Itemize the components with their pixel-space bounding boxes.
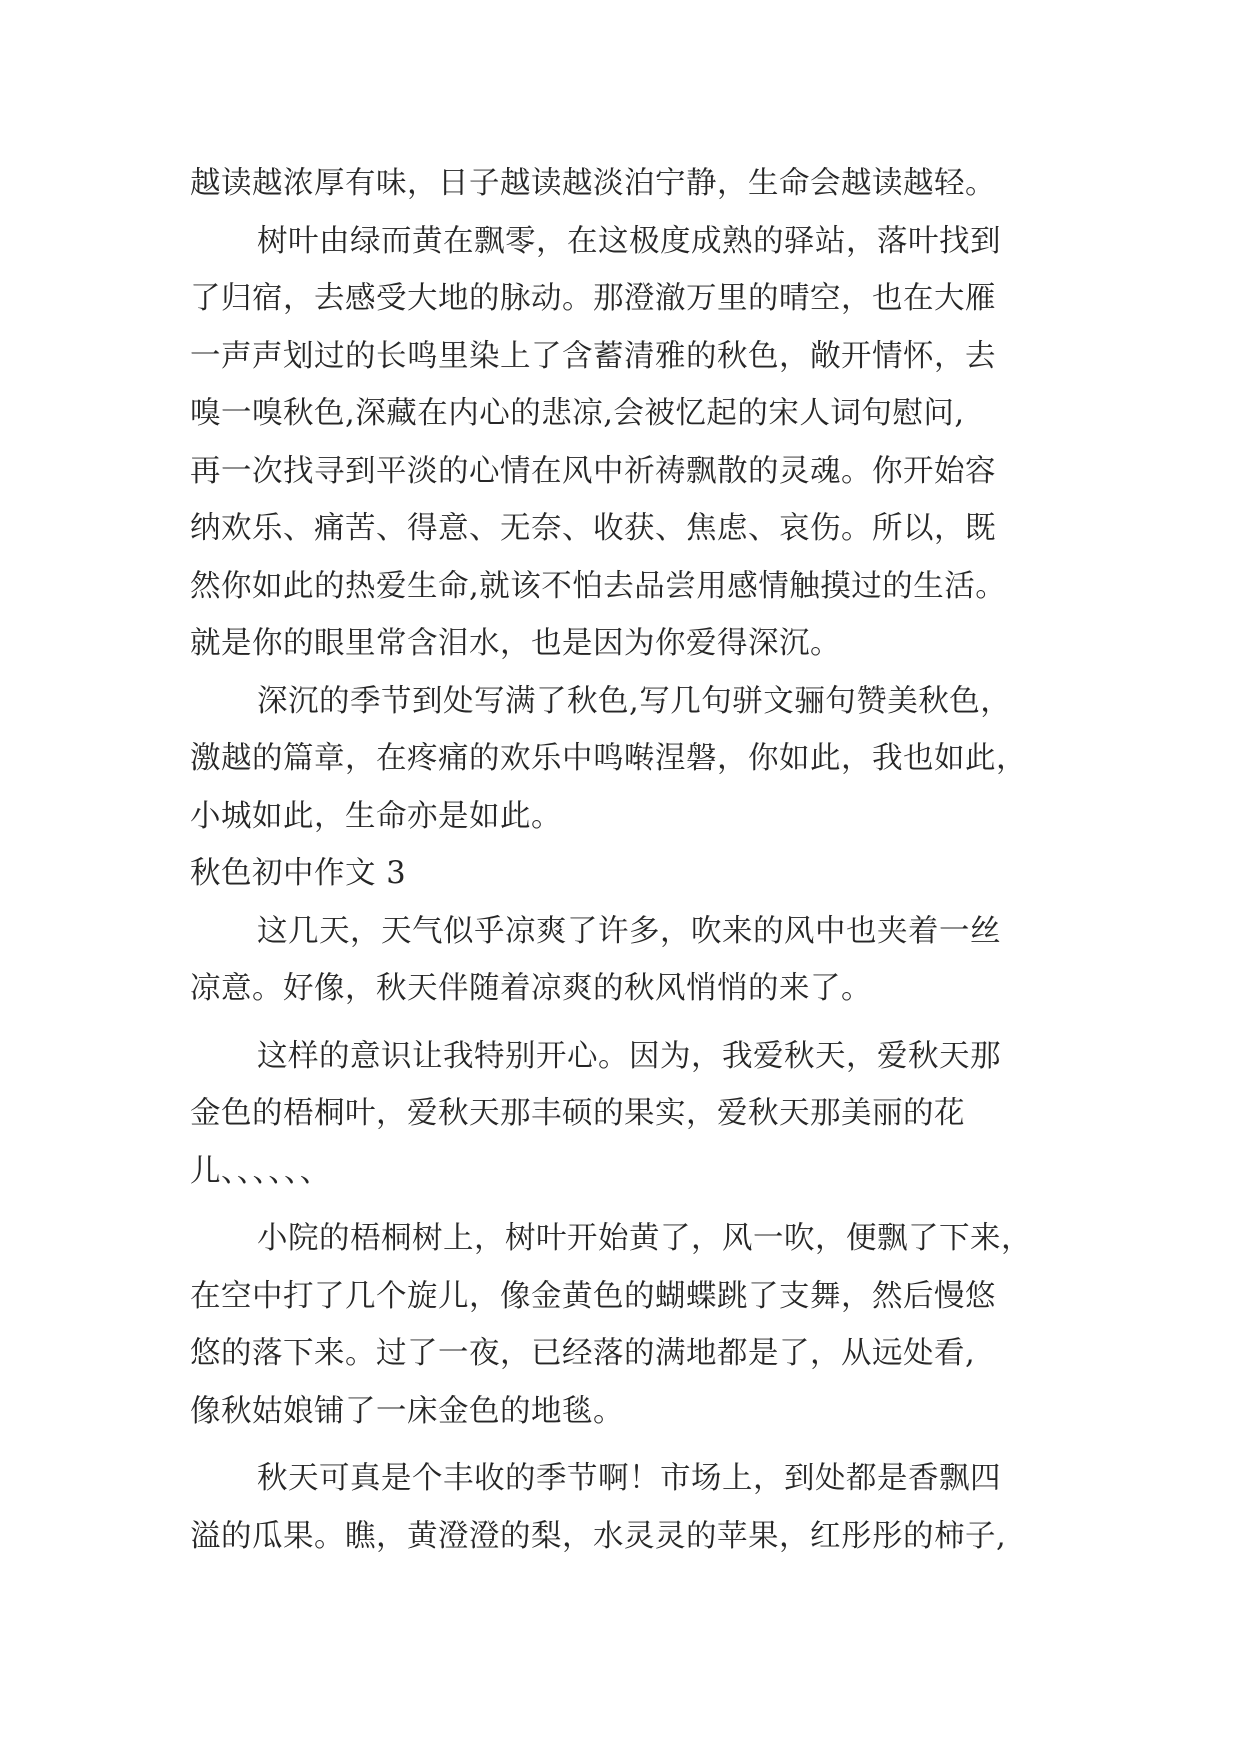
- text-line: 凉意。好像，秋天伴随着凉爽的秋风悄悄的来了。: [190, 971, 872, 1006]
- text-line: 激越的篇章，在疼痛的欢乐中鸣啭涅磐，你如此，我也如此，: [190, 741, 1027, 776]
- text-line: 了归宿，去感受大地的脉动。那澄澈万里的晴空，也在大雁: [190, 281, 996, 316]
- text-line: 小院的梧桐树上，树叶开始黄了，风一吹，便飘了下来，: [257, 1221, 1032, 1256]
- paragraph: [190, 1210, 1065, 1440]
- text-line: 在空中打了几个旋儿，像金黄色的蝴蝶跳了支舞，然后慢悠: [190, 1278, 996, 1314]
- text-line: 树叶由绿而黄在飘零，在这极度成熟的驿站，落叶找到: [257, 223, 1001, 259]
- section-title: 秋色初中作文 3: [190, 856, 407, 891]
- text-line: 嗅一嗅秋色,深藏在内心的悲凉,会被忆起的宋人词句慰问,: [190, 396, 965, 431]
- text-line: 纳欢乐、痛苦、得意、无奈、收获、焦虑、哀伤。所以，既: [190, 511, 996, 546]
- text-line: 秋天可真是个丰收的季节啊！市场上，到处都是香飘四: [257, 1461, 1001, 1496]
- document-body: [190, 155, 1065, 1565]
- text-line: 一声声划过的长鸣里染上了含蓄清雅的秋色，敞开情怀，去: [190, 338, 996, 374]
- text-line: 金色的梧桐叶，爱秋天那丰硕的果实，爱秋天那美丽的花: [190, 1096, 965, 1131]
- text-line: 像秋姑娘铺了一床金色的地毯。: [190, 1393, 624, 1429]
- text-line: 这几天，天气似乎凉爽了许多，吹来的风中也夹着一丝: [257, 913, 1001, 949]
- text-line: 然你如此的热爱生命,就该不怕去品尝用感情触摸过的生活。: [190, 568, 1007, 604]
- text-line: 溢的瓜果。瞧，黄澄澄的梨，水灵灵的苹果，红彤彤的柿子,: [190, 1518, 1007, 1554]
- text-line: 深沉的季节到处写满了秋色,写几句骈文骊句赞美秋色，: [257, 683, 1012, 719]
- paragraph: [190, 213, 1065, 673]
- paragraph: [190, 673, 1065, 846]
- text-line: 这样的意识让我特别开心。因为，我爱秋天，爱秋天那: [257, 1038, 1001, 1074]
- paragraph-carry-line: 越读越浓厚有味，日子越读越淡泊宁静，生命会越读越轻。: [190, 166, 996, 201]
- text-line: 就是你的眼里常含泪水，也是因为你爱得深沉。: [190, 626, 841, 661]
- text-line: 再一次找寻到平淡的心情在风中祈祷飘散的灵魂。你开始容: [190, 453, 996, 489]
- text-line: 悠的落下来。过了一夜，已经落的满地都是了，从远处看,: [190, 1336, 976, 1371]
- paragraph: [190, 1450, 1065, 1565]
- text-line: 儿、、、、、、: [190, 1153, 331, 1189]
- paragraph: [190, 903, 1065, 1018]
- text-line: 小城如此，生命亦是如此。: [190, 798, 562, 834]
- paragraph: [190, 1028, 1065, 1201]
